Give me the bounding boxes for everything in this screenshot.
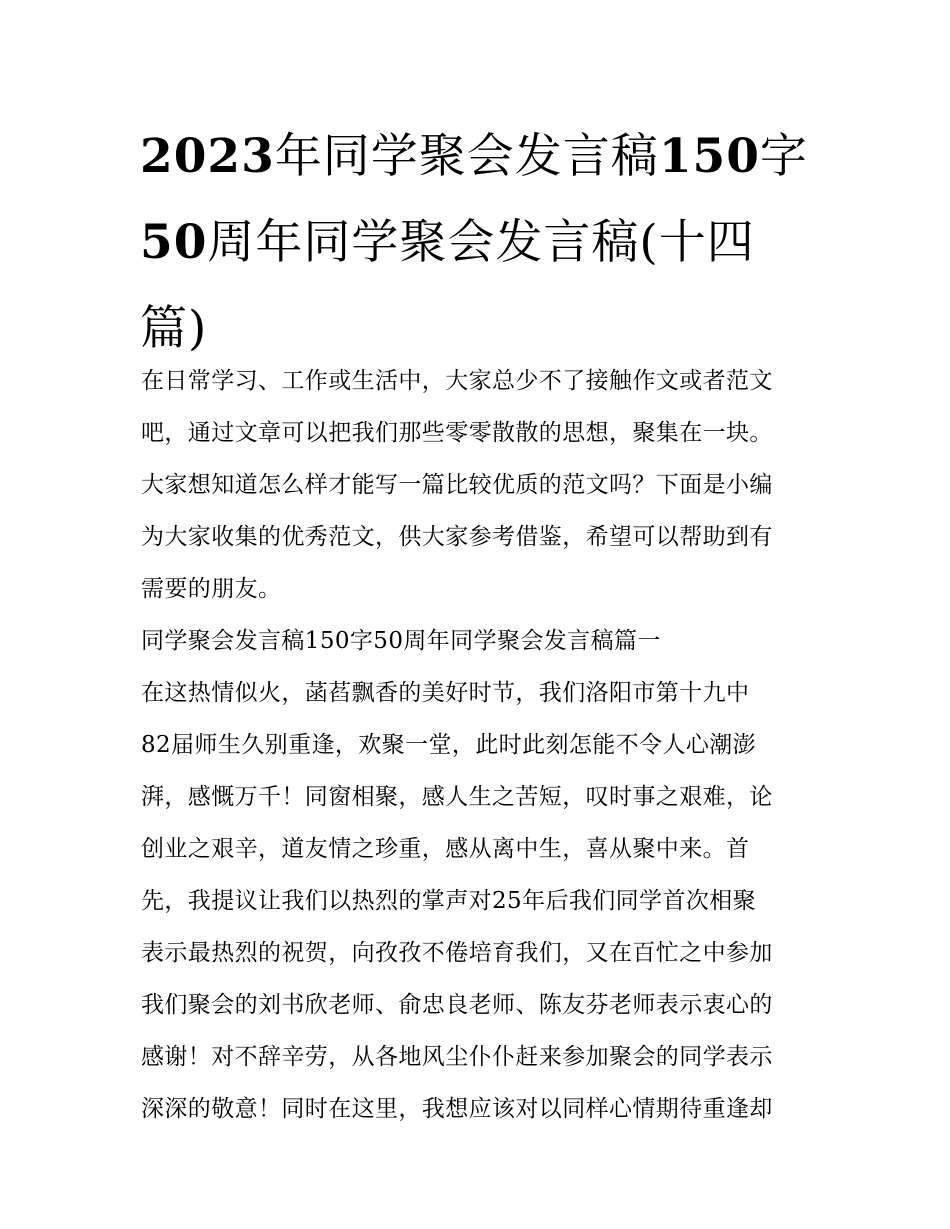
body-line: 需要的朋友。: [141, 576, 282, 602]
body-line: 先，我提议让我们以热烈的掌声对25年后我们同学首次相聚: [141, 888, 757, 914]
body-line: 湃，感慨万千！同窗相聚，感人生之苦短，叹时事之艰难，论: [141, 784, 773, 810]
body-line: 深深的敬意！同时在这里，我想应该对以同样心情期待重逢却: [141, 1096, 773, 1122]
body-line: 表示最热烈的祝贺，向孜孜不倦培育我们，又在百忙之中参加: [141, 940, 773, 966]
title-line-1: [140, 114, 820, 200]
title-line-2: [140, 200, 820, 286]
body-line: 大家想知道怎么样才能写一篇比较优质的范文吗？下面是小编: [141, 472, 773, 498]
body-line: 吧，通过文章可以把我们那些零零散散的思想，聚集在一块。: [141, 420, 773, 446]
body-line: 82届师生久别重逢，欢聚一堂，此时此刻怎能不令人心潮澎: [141, 732, 757, 758]
title-number: 50: [140, 215, 208, 270]
body-line: 创业之艰辛，道友情之珍重，感从离中生，喜从聚中来。首: [141, 836, 750, 862]
title-year: 2023: [140, 129, 275, 184]
body-line: 在这热情似火，菡萏飘香的美好时节，我们洛阳市第十九中: [141, 680, 750, 706]
body-line: 在日常学习、工作或生活中，大家总少不了接触作文或者范文: [141, 368, 773, 394]
body-line: 为大家收集的优秀范文，供大家参考借鉴，希望可以帮助到有: [141, 524, 773, 550]
title-text: 年同学聚会发言稿: [274, 129, 659, 184]
body-line: 感谢！对不辞辛劳，从各地风尘仆仆赶来参加聚会的同学表示: [141, 1044, 773, 1070]
section-heading: 同学聚会发言稿150字50周年同学聚会发言稿篇一: [141, 628, 661, 654]
body-line: 我们聚会的刘书欣老师、俞忠良老师、陈友芬老师表示衷心的: [141, 992, 773, 1018]
title-text: 篇): [140, 301, 208, 356]
title-number: 150: [658, 129, 760, 184]
document-body: [141, 355, 821, 1135]
title-text: 字: [759, 129, 808, 184]
document-title: [140, 114, 820, 372]
title-text: 周年同学聚会发言稿(十四: [207, 215, 755, 270]
